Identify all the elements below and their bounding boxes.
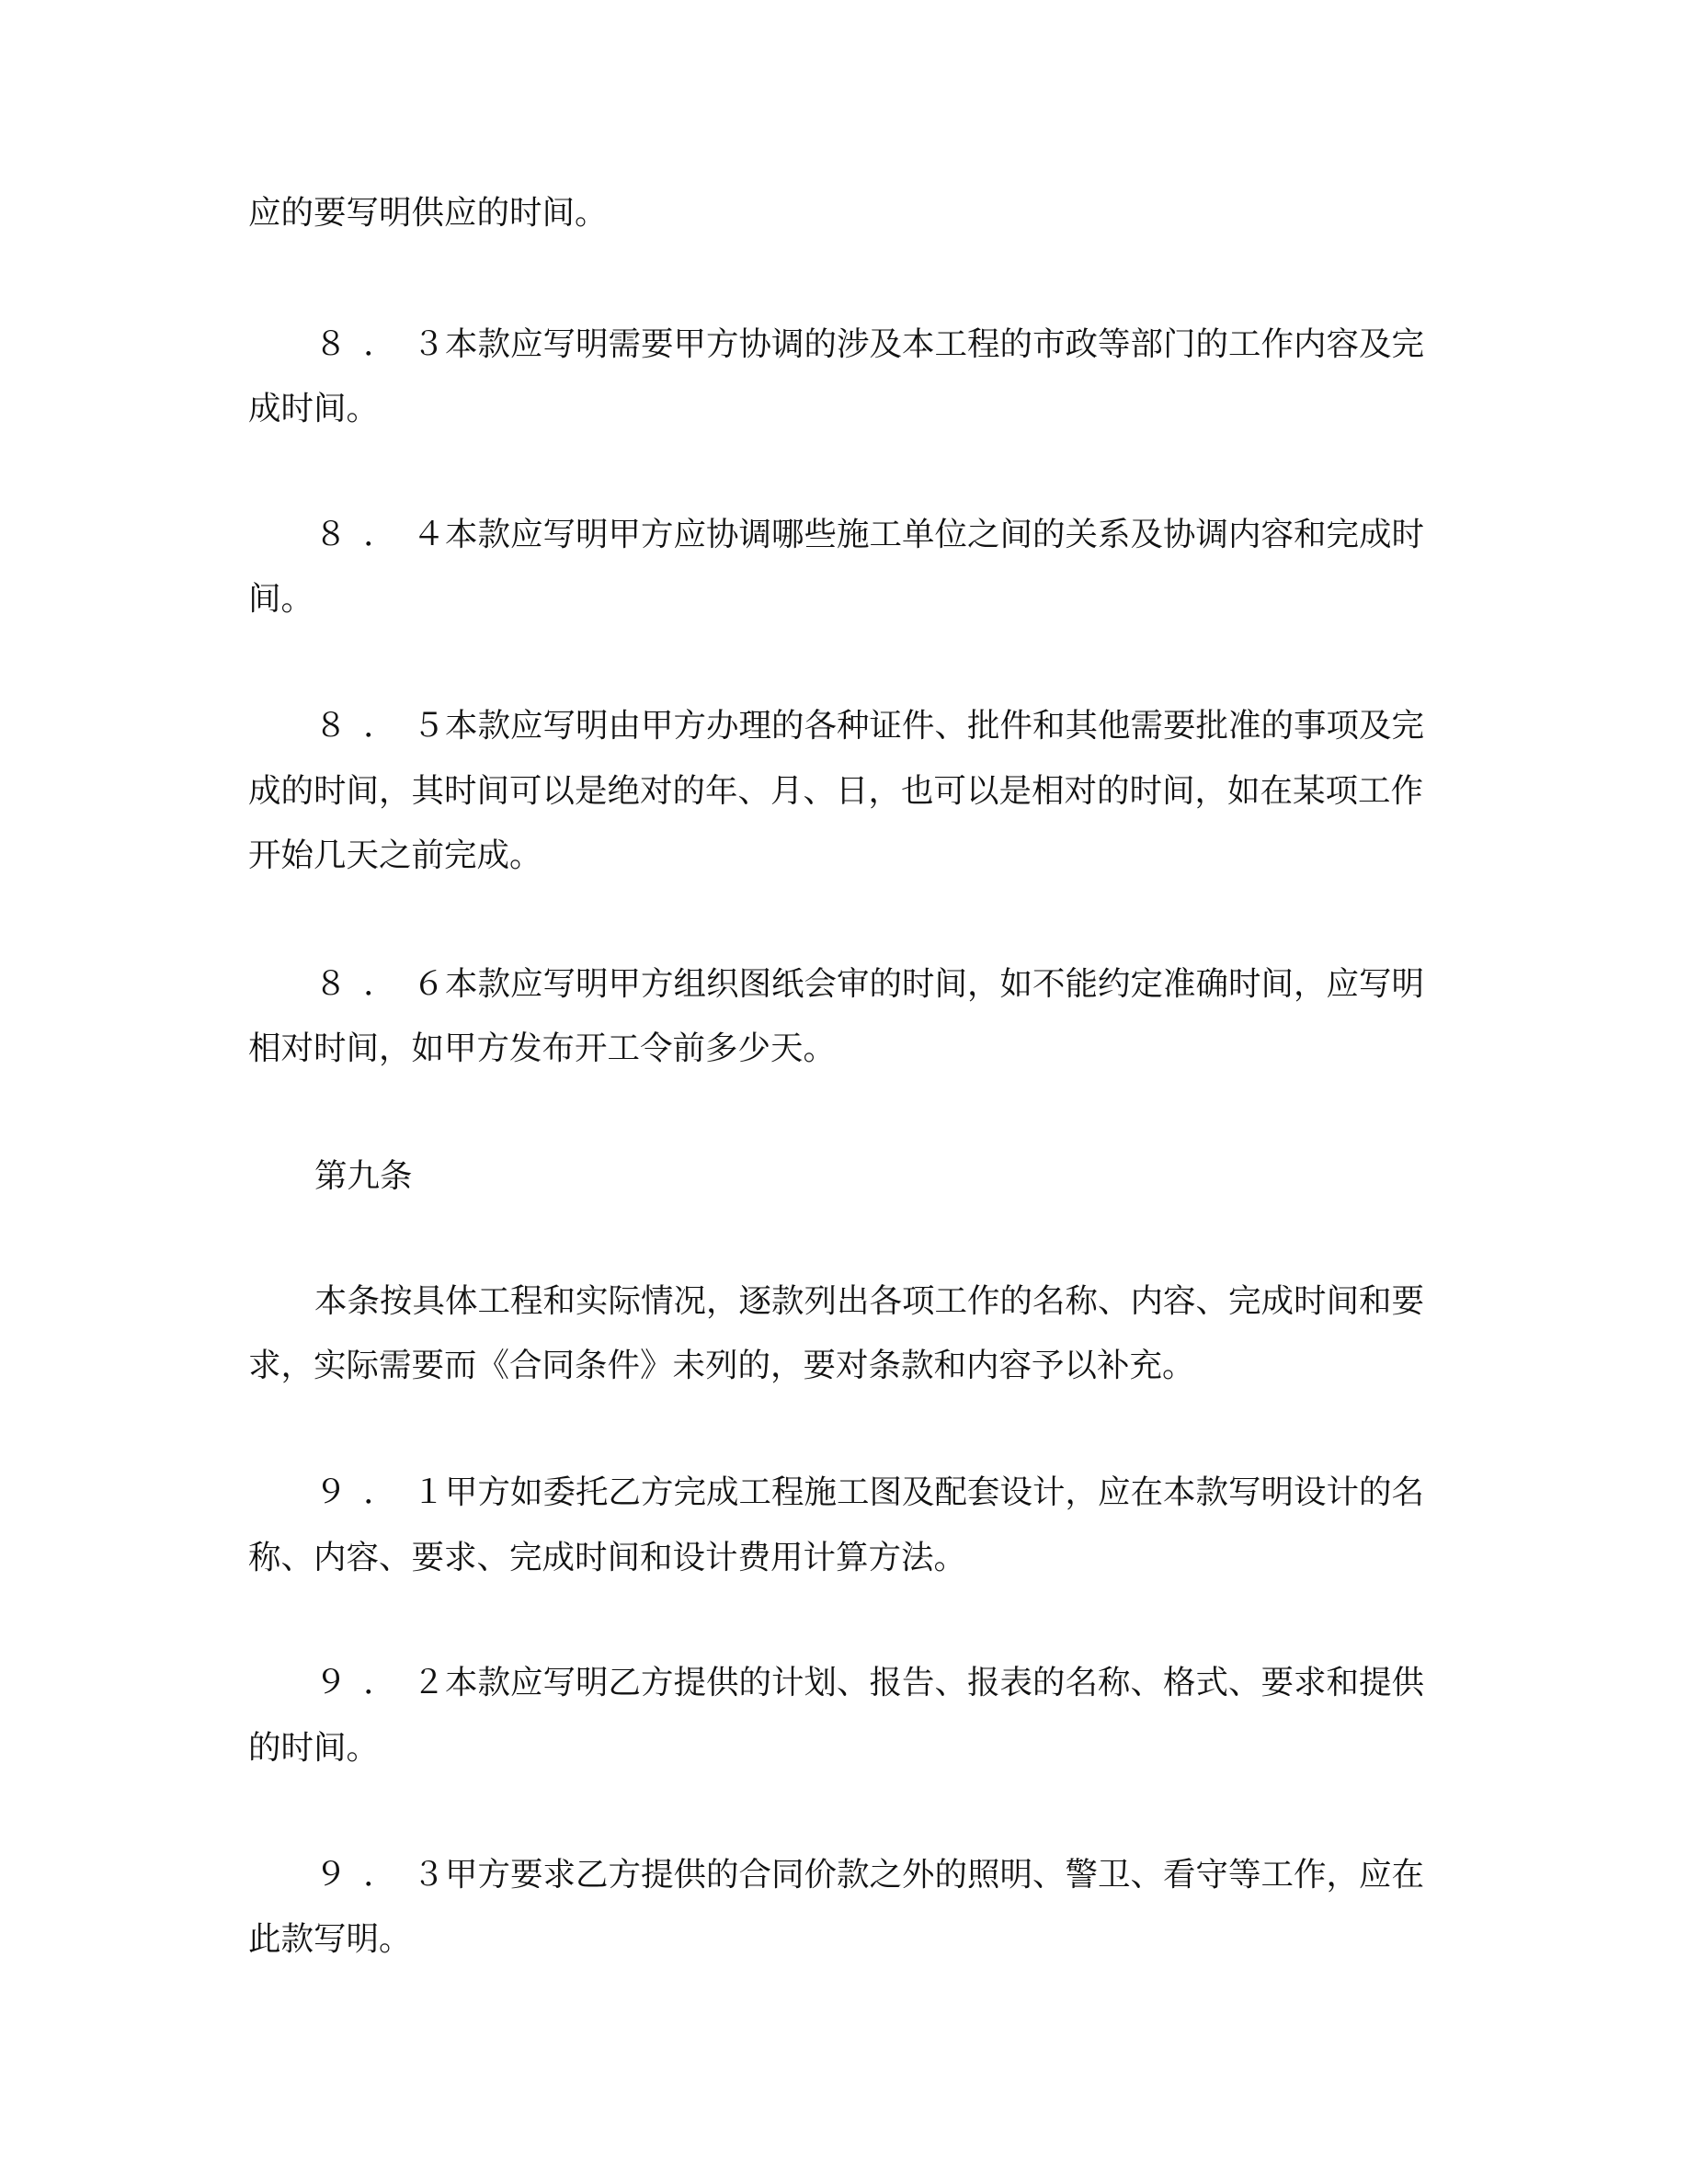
clause-number: ８．５ bbox=[314, 707, 445, 745]
paragraph-line: 间。 bbox=[248, 580, 314, 618]
clause-8-4-line bbox=[314, 503, 1423, 567]
clause-number: ８．３ bbox=[314, 325, 445, 363]
paragraph-line: 成的时间，其时间可以是绝对的年、月、日，也可以是相对的时间，如在某项工作 bbox=[248, 772, 1424, 810]
clause-8-6-line bbox=[314, 952, 1423, 1017]
paragraph-line: 应的要写明供应的时间。 bbox=[248, 194, 608, 232]
clause-text: 本款应写明需要甲方协调的涉及本工程的市政等部门的工作内容及完 bbox=[445, 325, 1425, 363]
clause-9-3-line bbox=[314, 1843, 1423, 1907]
clause-8-5-line bbox=[314, 694, 1423, 758]
paragraph-line: 此款写明。 bbox=[248, 1920, 412, 1958]
paragraph-line: 开始几天之前完成。 bbox=[248, 836, 542, 874]
clause-number: ８．６ bbox=[314, 965, 445, 1003]
clause-number: ８．４ bbox=[314, 516, 445, 553]
clause-8-3-line bbox=[314, 313, 1423, 377]
clause-number: ９．１ bbox=[314, 1473, 445, 1511]
clause-text: 本款应写明由甲方办理的各种证件、批件和其他需要批准的事项及完 bbox=[445, 707, 1425, 745]
paragraph-line: 求，实际需要而《合同条件》未列的，要对条款和内容予以补充。 bbox=[248, 1347, 1195, 1384]
clause-number: ９．３ bbox=[314, 1856, 445, 1894]
paragraph-line: 本条按具体工程和实际情况，逐款列出各项工作的名称、内容、完成时间和要 bbox=[314, 1282, 1425, 1320]
clause-number: ９．２ bbox=[314, 1664, 445, 1701]
paragraph-line: 称、内容、要求、完成时间和设计费用计算方法。 bbox=[248, 1539, 967, 1576]
paragraph-line: 成时间。 bbox=[248, 390, 380, 427]
clause-text: 甲方要求乙方提供的合同价款之外的照明、警卫、看守等工作，应在 bbox=[445, 1856, 1425, 1894]
article-heading: 第九条 bbox=[314, 1157, 413, 1195]
clause-text: 本款应写明甲方应协调哪些施工单位之间的关系及协调内容和完成时 bbox=[445, 516, 1425, 553]
clause-text: 本款应写明乙方提供的计划、报告、报表的名称、格式、要求和提供 bbox=[445, 1664, 1425, 1701]
clause-text: 本款应写明甲方组织图纸会审的时间，如不能约定准确时间，应写明 bbox=[445, 965, 1425, 1003]
clause-9-1-line bbox=[314, 1461, 1423, 1525]
paragraph-line: 的时间。 bbox=[248, 1729, 380, 1767]
paragraph-line: 相对时间，如甲方发布开工令前多少天。 bbox=[248, 1029, 837, 1067]
clause-text: 甲方如委托乙方完成工程施工图及配套设计，应在本款写明设计的名 bbox=[445, 1473, 1425, 1511]
clause-9-2-line bbox=[314, 1651, 1423, 1715]
